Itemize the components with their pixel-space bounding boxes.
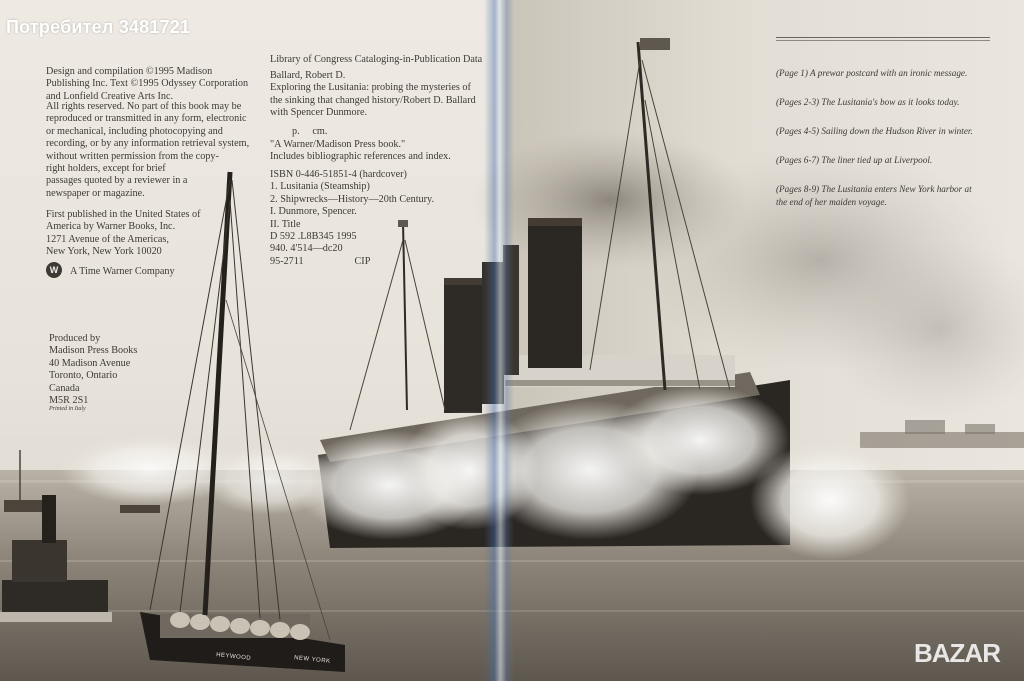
cip-pages: p. cm. bbox=[292, 126, 328, 137]
cip-entry: Ballard, Robert D. Exploring the Lusitania: probing the mysteries of the sinking that changed history/Robert D. Ballard with Spencer Dunmore. bbox=[270, 70, 476, 119]
printed-in: Printed in Italy bbox=[49, 406, 86, 412]
book-gutter bbox=[484, 0, 514, 681]
rights-notice: All rights reserved. No part of this book may be reproduced or transmitted in any form, electronic or mechanical, including photocopying and recording, or by any information retrieval system, without written permission from the copy- right holders, except for brief passages quoted by a reviewer in a newspaper or magazine. bbox=[46, 101, 250, 199]
caption-pages-6-7: (Pages 6-7) The liner tied up at Liverpool. bbox=[776, 155, 933, 165]
watermark-username: Потребител 3481721 bbox=[6, 17, 191, 37]
caption-pages-4-5: (Pages 4-5) Sailing down the Hudson River in winter. bbox=[776, 126, 973, 136]
caption-pages-8-9: (Pages 8-9) The Lusitania enters New York harbor at the end of her maiden voyage. bbox=[776, 184, 972, 207]
boat-name-right: NEW YORK bbox=[293, 655, 331, 665]
copyright-credits: Design and compilation ©1995 Madison Publishing Inc. Text ©1995 Odyssey Corporation and Lonfield Creative Arts Inc. bbox=[46, 66, 249, 102]
cip-title: Library of Congress Cataloging-in-Publication Data bbox=[270, 54, 483, 65]
publisher-info: First published in the United States of America by Warner Books, Inc. 1271 Avenue of the Americas, New York, New York 10020 bbox=[46, 209, 201, 258]
caption-rule-secondary bbox=[776, 40, 990, 41]
time-warner-label: A Time Warner Company bbox=[70, 266, 175, 277]
produced-by: Produced by Madison Press Books 40 Madison Avenue Toronto, Ontario Canada M5R 2S1 bbox=[49, 333, 138, 407]
cip-isbn: ISBN 0-446-51851-4 (hardcover) 1. Lusitania (Steamship) 2. Shipwrecks—History—20th Century. I. Dunmore, Spencer. II. Title D 592 .L8B345 1995 940. 4'514—dc20 95-2711 CIP bbox=[270, 169, 435, 267]
cip-series: "A Warner/Madison Press book." Includes bibliographic references and index. bbox=[270, 139, 451, 163]
caption-page-1: (Page 1) A prewar postcard with an ironic message. bbox=[776, 68, 968, 78]
caption-rule bbox=[776, 37, 990, 38]
boat-name-left: HEYWOOD bbox=[215, 652, 252, 662]
bazar-logo: BAZAR bbox=[914, 638, 1000, 668]
caption-pages-2-3: (Pages 2-3) The Lusitania's bow as it looks today. bbox=[776, 97, 960, 107]
time-warner-logo-icon: W bbox=[46, 262, 62, 278]
